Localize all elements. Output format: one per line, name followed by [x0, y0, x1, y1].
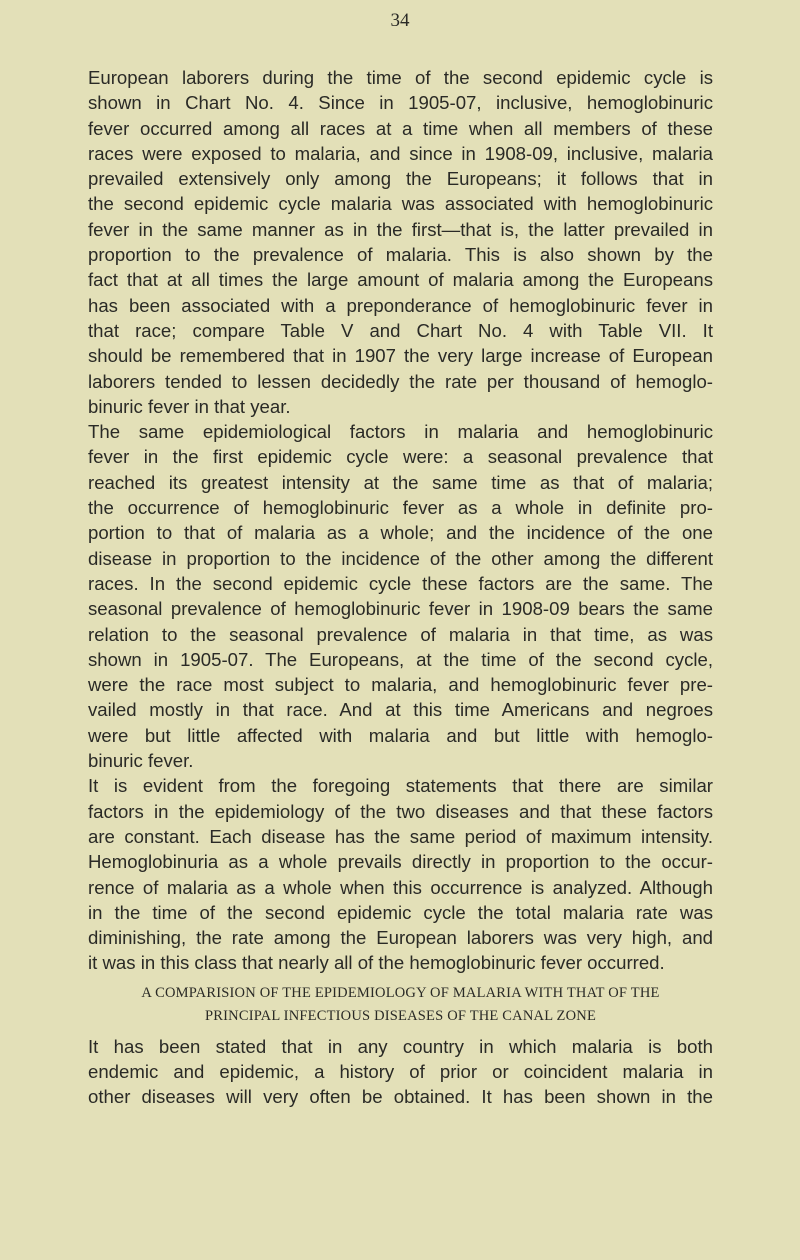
paragraph-line: It is evident from the foregoing statements that there are similar [88, 775, 713, 797]
paragraph-line: seasonal prevalence of hemoglobinuric fever in 1908-09 bears the same [88, 598, 713, 620]
paragraph-line: should be remembered that in 1907 the very large increase of European [88, 345, 713, 367]
paragraph-line: diminishing, the rate among the European laborers was very high, and [88, 927, 713, 949]
paragraph-line: fever in the first epidemic cycle were: a seasonal prevalence that [88, 446, 713, 468]
paragraph-line: the second epidemic cycle malaria was associated with hemoglobinuric [88, 193, 713, 215]
section-heading-line: PRINCIPAL INFECTIOUS DISEASES OF THE CANAL ZONE [205, 1007, 596, 1024]
paragraph-line: laborers tended to lessen decidedly the rate per thousand of hemoglo- [88, 370, 713, 392]
paragraph-line: Hemoglobinuria as a whole prevails directly in proportion to the occur- [88, 851, 713, 873]
paragraph-line: were but little affected with malaria and but little with hemoglo- [88, 724, 713, 746]
paragraph-line: has been associated with a preponderance of hemoglobinuric fever in [88, 294, 713, 316]
paragraph-line: other diseases will very often be obtained. It has been shown in the [88, 1086, 713, 1108]
paragraph-line: races were exposed to malaria, and since in 1908-09, inclusive, malaria [88, 142, 713, 164]
paragraph-line: reached its greatest intensity at the same time as that of malaria; [88, 471, 713, 493]
paragraph-line: The same epidemiological factors in malaria and hemoglobinuric [88, 421, 713, 443]
paragraph-line: that race; compare Table V and Chart No. 4 with Table VII. It [88, 319, 713, 341]
paragraph-line: shown in 1905-07. The Europeans, at the time of the second cycle, [88, 648, 713, 670]
paragraph-line: binuric fever in that year. [88, 395, 291, 417]
paragraph-line: prevailed extensively only among the Europeans; it follows that in [88, 168, 713, 190]
paragraph-line: rence of malaria as a whole when this occurrence is analyzed. Although [88, 876, 713, 898]
paragraph-line: the occurrence of hemoglobinuric fever as a whole in definite pro- [88, 497, 713, 519]
paragraph-line: endemic and epidemic, a history of prior or coincident malaria in [88, 1060, 713, 1082]
paragraph-line: European laborers during the time of the second epidemic cycle is [88, 67, 713, 88]
section-heading-line: A COMPARISION OF THE EPIDEMIOLOGY OF MALARIA WITH THAT OF THE [141, 984, 660, 1001]
paragraph-line: It has been stated that in any country in which malaria is both [88, 1035, 713, 1057]
paragraph-line: vailed mostly in that race. And at this time Americans and negroes [88, 699, 713, 721]
paragraph-line: races. In the second epidemic cycle these factors are the same. The [88, 572, 713, 594]
page-number: 34 [390, 10, 410, 31]
paragraph-line: factors in the epidemiology of the two diseases and that these factors [88, 800, 713, 822]
paragraph-line: in the time of the second epidemic cycle the total malaria rate was [88, 901, 713, 923]
paragraph-line: it was in this class that nearly all of the hemoglobinuric fever occurred. [88, 952, 665, 974]
paragraph-line: portion to that of malaria as a whole; and the incidence of the one [88, 522, 713, 544]
paragraph-line: relation to the seasonal prevalence of malaria in that time, as was [88, 623, 713, 645]
paragraph-line: fever in the same manner as in the first—that is, the latter prevailed in [88, 218, 713, 240]
paragraph-line: proportion to the prevalence of malaria. This is also shown by the [88, 244, 713, 266]
page-body [88, 65, 713, 1110]
paragraph-line: shown in Chart No. 4. Since in 1905-07, inclusive, hemoglobinuric [88, 92, 713, 114]
paragraph-line: disease in proportion to the incidence of the other among the different [88, 547, 713, 569]
paragraph-line: were the race most subject to malaria, and hemoglobinuric fever pre- [88, 674, 713, 696]
paragraph-line: are constant. Each disease has the same period of maximum intensity. [88, 825, 713, 847]
paragraph-line: fact that at all times the large amount of malaria among the Europeans [88, 269, 713, 291]
paragraph-line: fever occurred among all races at a time when all members of these [88, 117, 713, 139]
paragraph-line: binuric fever. [88, 750, 194, 772]
